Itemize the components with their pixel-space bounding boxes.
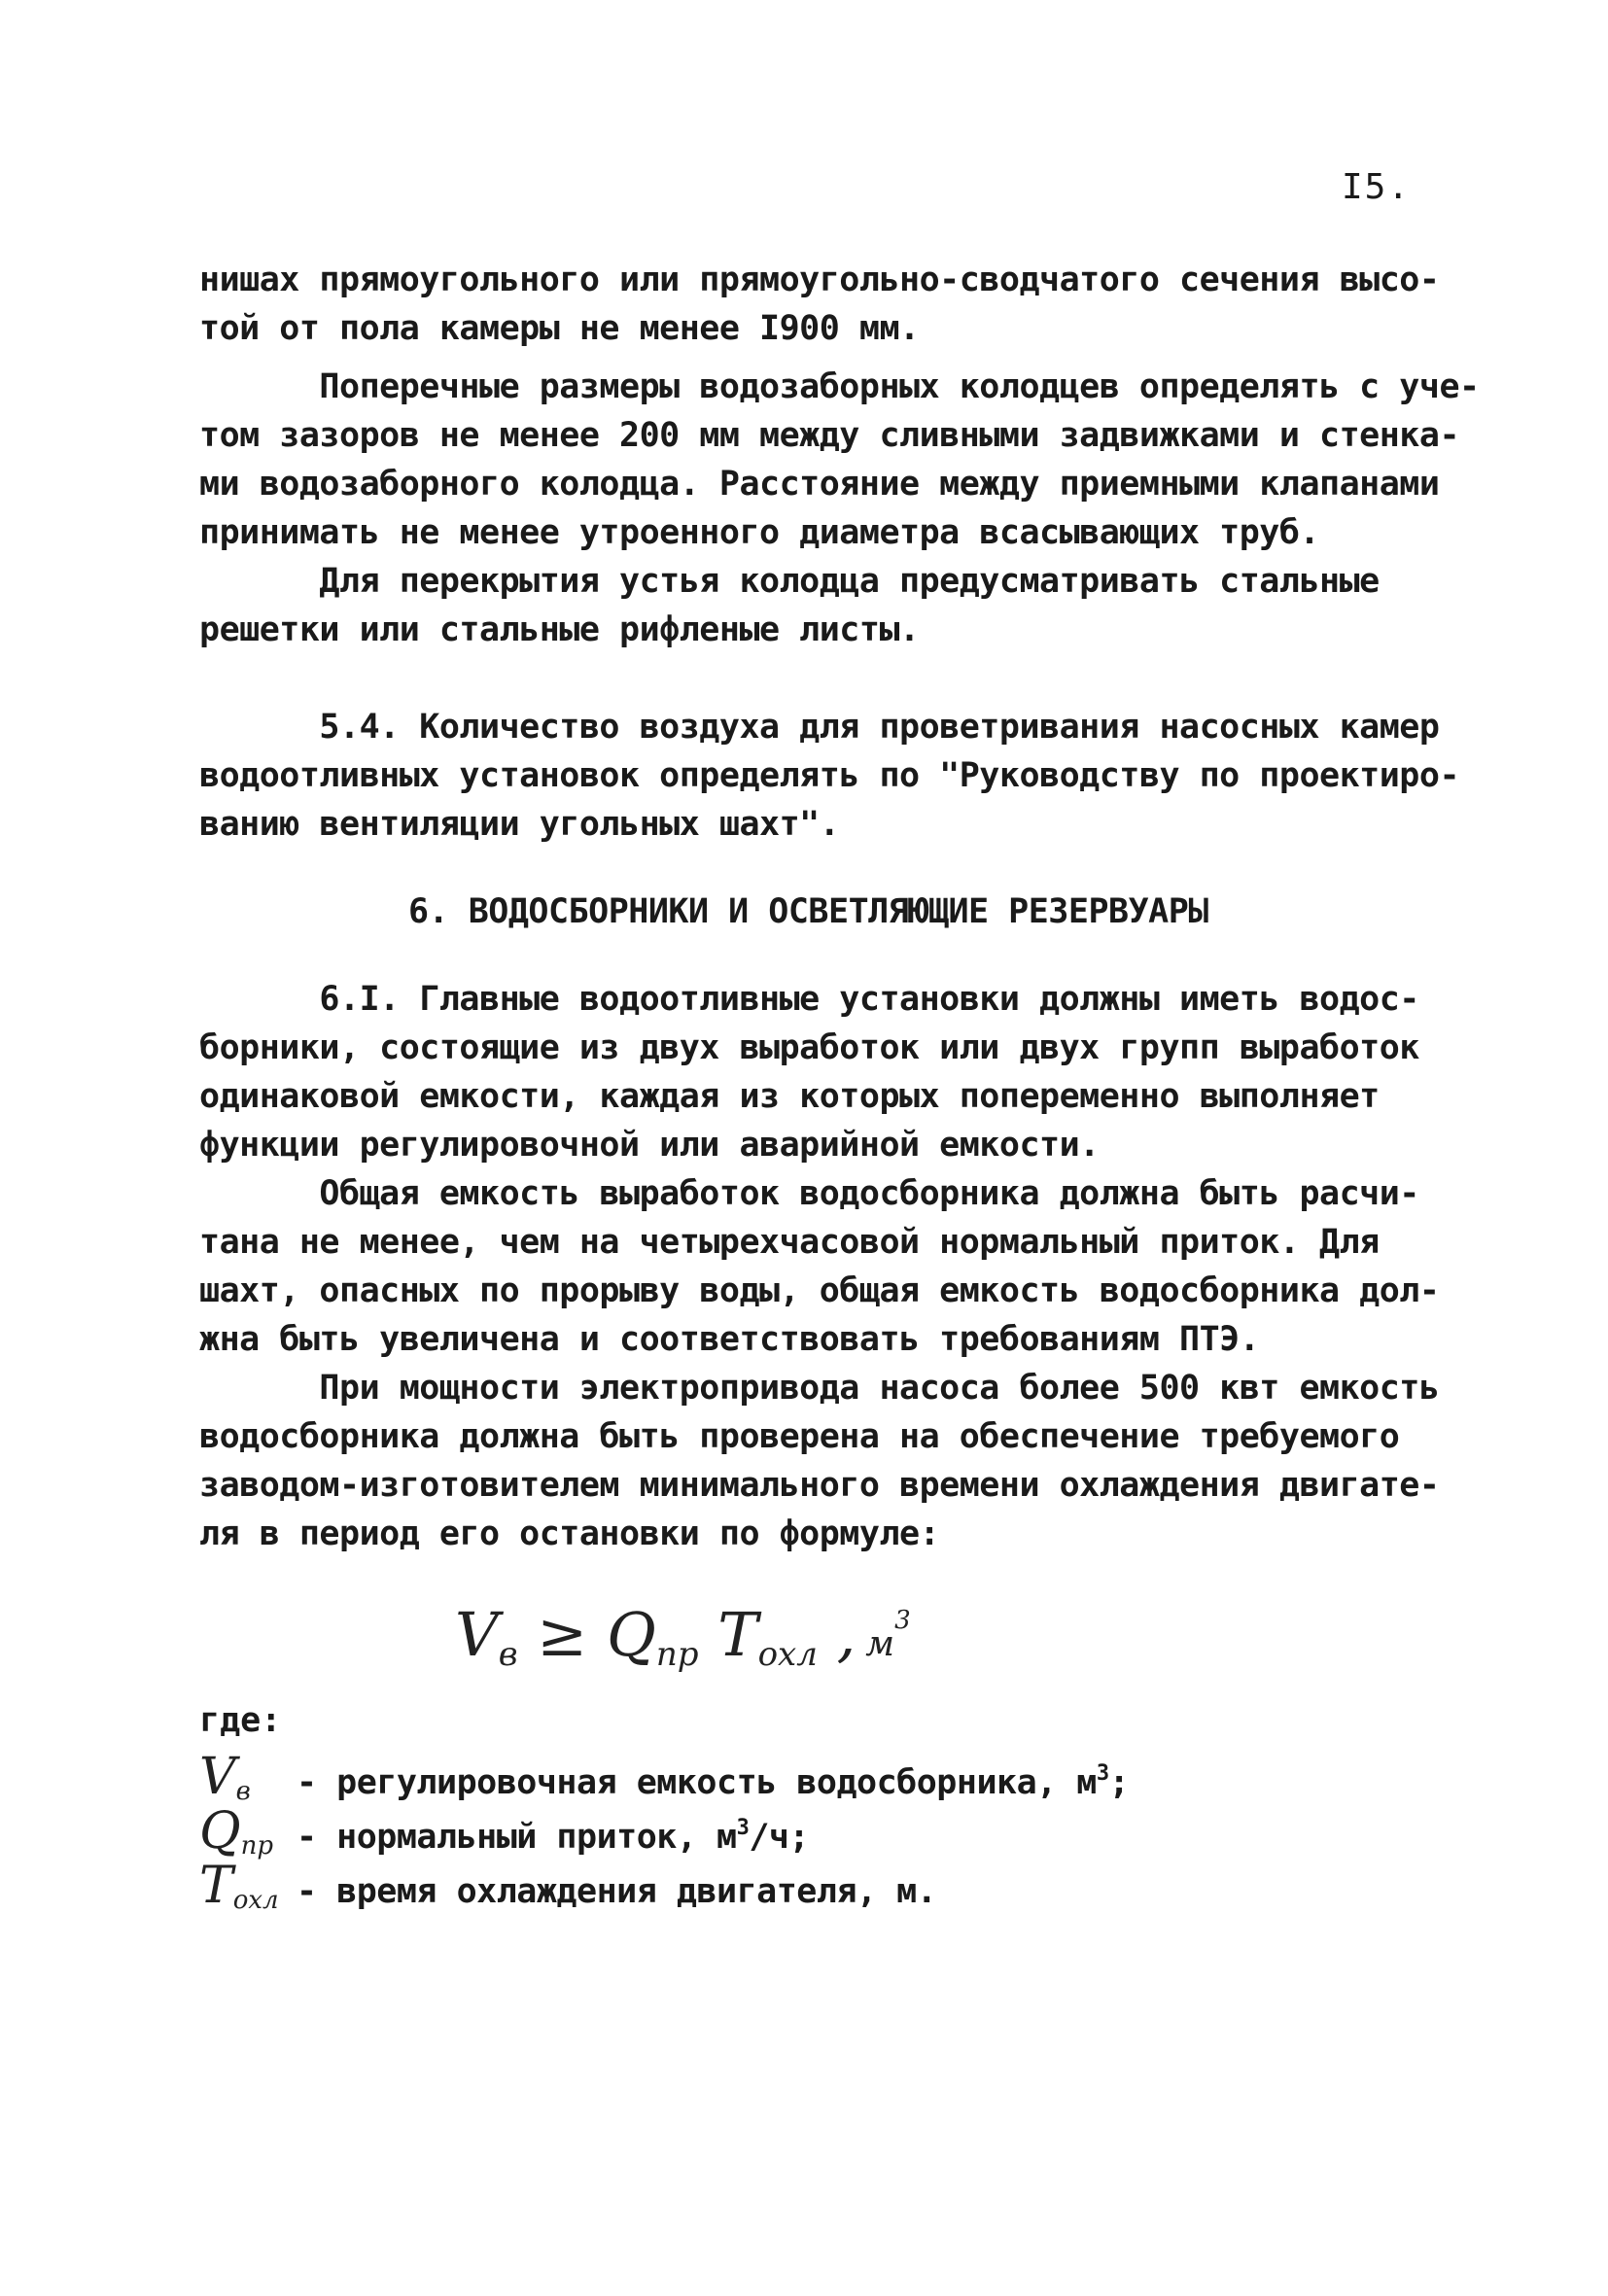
text-line: одинаковой емкости, каждая из которых попеременно выполняет	[199, 1077, 1380, 1116]
formula-q: Q	[606, 1599, 656, 1670]
where-label: где:	[199, 1701, 282, 1740]
section-heading: 6. ВОДОСБОРНИКИ И ОСВЕТЛЯЮЩИЕ РЕЗЕРВУАРЫ	[408, 892, 1208, 931]
legend-description: - регулировочная емкость водосборника, $м^3$;	[297, 1761, 1130, 1802]
legend-description: - нормальный приток, $м^3/ч$;	[297, 1816, 810, 1857]
legend-symbol: $Q_{пр}$	[199, 1802, 274, 1861]
formula-t: T	[717, 1599, 758, 1670]
text-line: 5.4. Количество воздуха для проветривания насосных камер	[199, 708, 1440, 747]
legend-item	[199, 1802, 810, 1861]
formula-unit-sup: 3	[894, 1606, 911, 1635]
text-line: решетки или стальные рифленые листы.	[199, 610, 920, 649]
legend-item	[199, 1748, 1130, 1806]
formula-t-sub: охл	[757, 1635, 818, 1674]
formula-unit: м	[865, 1624, 895, 1664]
text-line: При мощности электропривода насоса более 500 квт емкость	[199, 1369, 1440, 1408]
text-line: водосборника должна быть проверена на обеспечение требуемого	[199, 1417, 1400, 1456]
text-line: Поперечные размеры водозаборных колодцев определять с уче-	[199, 367, 1480, 406]
page-number: I5.	[1342, 167, 1412, 207]
text-line: шахт, опасных по прорыву воды, общая емкость водосборника дол-	[199, 1271, 1440, 1310]
text-line: ми водозаборного колодца. Расстояние между приемными клапанами	[199, 465, 1440, 504]
legend-symbol: $T_{охл}$	[199, 1857, 279, 1915]
text-line: 6.I. Главные водоотливные установки должны иметь водос-	[199, 980, 1419, 1019]
text-line: борники, состоящие из двух выработок или двух групп выработок	[199, 1028, 1419, 1067]
text-line: Для перекрытия устья колодца предусматривать стальные	[199, 562, 1380, 601]
text-line: принимать не менее утроенного диаметра всасывающих труб.	[199, 513, 1320, 552]
formula-lhs: V	[455, 1599, 499, 1670]
text-line: водоотливных установок определять по "Руководству по проектиро-	[199, 756, 1460, 795]
formula	[455, 1599, 911, 1674]
text-line: ля в период его остановки по формуле:	[199, 1514, 940, 1553]
text-line: заводом-изготовителем минимального времени охлаждения двигате-	[199, 1466, 1440, 1505]
text-line: нишах прямоугольного или прямоугольно-сводчатого сечения высо-	[199, 261, 1440, 299]
text-line: той от пола камеры не менее I900 мм.	[199, 309, 920, 348]
formula-q-sub: пр	[655, 1635, 699, 1674]
legend-symbol: $V_в$	[199, 1748, 251, 1806]
legend-item	[199, 1857, 937, 1915]
formula-operator: ≥	[537, 1599, 588, 1670]
text-line: ванию вентиляции угольных шахт".	[199, 805, 840, 844]
formula-separator: ,	[836, 1599, 856, 1670]
text-line: Общая емкость выработок водосборника должна быть расчи-	[199, 1174, 1419, 1213]
text-line: функции регулировочной или аварийной емкости.	[199, 1126, 1100, 1165]
text-line: жна быть увеличена и соответствовать требованиям ПТЭ.	[199, 1320, 1260, 1359]
legend-description: - время охлаждения двигателя, м.	[297, 1872, 937, 1911]
text-line: тана не менее, чем на четырехчасовой нормальный приток. Для	[199, 1223, 1380, 1262]
text-line: том зазоров не менее 200 мм между сливными задвижками и стенка-	[199, 416, 1460, 455]
formula-lhs-sub: в	[498, 1635, 518, 1674]
